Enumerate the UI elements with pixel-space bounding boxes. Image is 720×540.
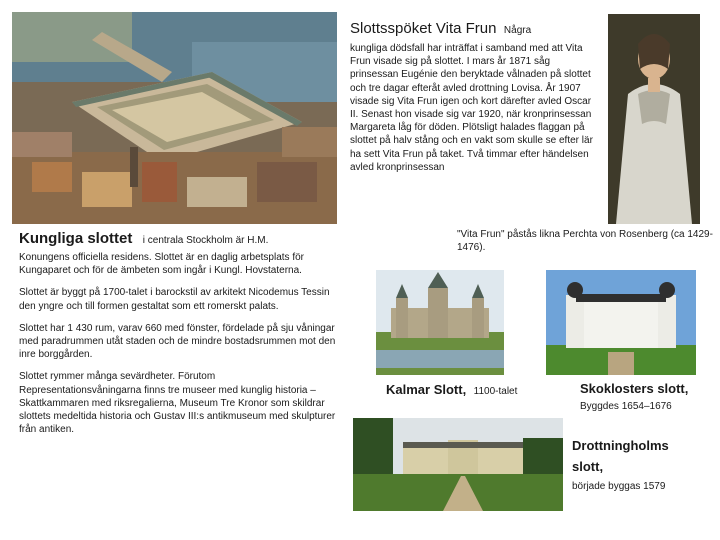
palace-paragraph-4: Slottet rymmer många sevärdheter. Förutom Representationsvåningarna finns tre museer med kunglig historia – Skattkammaren med riksregalierna, Museum Tre Kronor som skildrar slottets medeltida historia och Gustav III:s antikmuseum med skulpturer från antiken. — [19, 371, 336, 436]
palace-title: Kungliga slottet — [19, 230, 133, 247]
palace-heading — [19, 230, 339, 248]
drottningholm-name-line1: Drottningholms — [572, 438, 669, 453]
skokloster-castle-photo — [546, 270, 696, 375]
kalmar-detail: 1100-talet — [473, 386, 518, 397]
ghost-title-lead: Några — [503, 25, 532, 36]
kalmar-label — [386, 381, 517, 399]
palace-paragraph-3: Slottet har 1 430 rum, varav 660 med fönster, fördelade på sju våningar med paradrummen utåt staden och de mindre bostadsrummen mot den inre borggården. — [19, 322, 336, 361]
palace-intro: Konungens officiella residens. Slottet är en daglig arbetsplats för Kungaparet och för de ämbeten som ingår i Kungl. Hovstaterna. — [19, 252, 304, 277]
kalmar-name: Kalmar Slott, — [386, 382, 467, 397]
ghost-heading — [350, 20, 531, 38]
ghost-title: Slottsspöket Vita Frun — [350, 20, 497, 37]
kalmar-castle-photo — [376, 270, 504, 375]
portrait-caption: "Vita Frun" påstås likna Perchta von Rosenberg (ca 1429-1476). — [457, 229, 713, 254]
white-lady-portrait-photo — [608, 14, 700, 224]
skokloster-name: Skoklosters slott, — [580, 381, 689, 396]
skokloster-detail: Byggdes 1654–1676 — [580, 401, 672, 412]
royal-palace-aerial-photo — [12, 12, 337, 224]
palace-text — [19, 251, 339, 436]
drottningholm-detail: började byggas 1579 — [572, 481, 666, 492]
ghost-body: kungliga dödsfall har inträffat i samband med att Vita Frun visade sig på slottet. I mars år 1871 såg prinsessan Eugénie den beryktade vålnaden på slottet och tre dagar efteråt avled drottning Lovisa. År 1907 visade sig Vita Frun igen och kort därefter avled Oscar II. Senast hon visade sig var 1920, när kronprinsessan Margareta låg för döden. Plötsligt halades flaggan på slottet på halv stång och en vakt som skulle se efter lär ha sett Vita Frun på taket. Två timmar efter händelsen avled kronprinsessan — [350, 43, 593, 173]
palace-paragraph-2: Slottet är byggt på 1700-talet i barockstil av arkitekt Nicodemus Tessin den yngre och till formen gestaltat som ett romerskt palats. — [19, 287, 330, 312]
drottningholm-palace-photo — [353, 418, 563, 511]
drottningholm-name-line2: slott, — [572, 459, 604, 474]
palace-title-suffix: i centrala Stockholm är H.M. — [142, 235, 269, 246]
